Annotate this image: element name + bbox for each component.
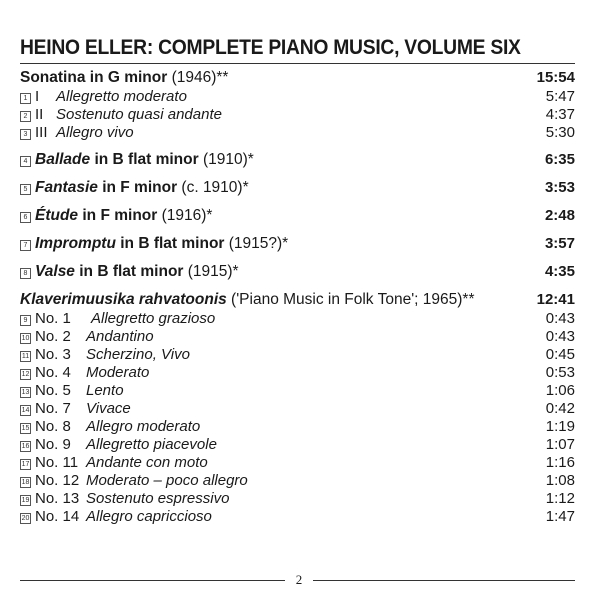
track-duration: 0:45 xyxy=(545,346,575,363)
track-row xyxy=(20,235,575,253)
track-number: 4 xyxy=(20,156,31,167)
track-duration: 0:53 xyxy=(545,364,575,381)
work-key: in B flat minor xyxy=(115,235,225,252)
track-duration: 0:43 xyxy=(545,328,575,345)
piece-number: No. 7 xyxy=(35,400,71,417)
track-row xyxy=(20,207,575,225)
track-number: 8 xyxy=(20,268,31,279)
track-number: 15 xyxy=(21,425,30,432)
track-number: 9 xyxy=(20,315,31,326)
track-row xyxy=(20,124,575,142)
sonatina-duration: 15:54 xyxy=(536,69,575,86)
work-date: (c. 1910)* xyxy=(177,179,249,196)
track-duration: 1:47 xyxy=(545,508,575,525)
piece-number: No. 2 xyxy=(35,328,71,345)
work-key: in F minor xyxy=(78,207,158,224)
klaverimuusika-subtitle: ('Piano Music in Folk Tone'; 1965)** xyxy=(226,291,475,308)
track-duration: 1:06 xyxy=(545,382,575,399)
sonatina-title: Sonatina in G minor xyxy=(20,69,168,86)
tempo-marking: Allegretto piacevole xyxy=(86,436,217,453)
title-rule xyxy=(20,63,575,64)
track-row xyxy=(20,106,575,124)
page-title: HEINO ELLER: COMPLETE PIANO MUSIC, VOLUME SIX xyxy=(20,36,521,59)
track-row xyxy=(20,263,575,281)
tempo-marking: Allegro capriccioso xyxy=(86,508,212,525)
track-row xyxy=(20,88,575,106)
track-row xyxy=(20,472,575,490)
track-row xyxy=(20,310,575,328)
track-number: 12 xyxy=(21,371,30,378)
track-number: 7 xyxy=(20,240,31,251)
track-number: 20 xyxy=(21,515,30,522)
tempo-marking: Allegretto moderato xyxy=(56,88,187,105)
track-duration: 1:16 xyxy=(545,454,575,471)
track-number: 3 xyxy=(20,129,31,140)
track-row xyxy=(20,151,575,169)
track-number: 11 xyxy=(21,353,30,360)
track-duration: 3:57 xyxy=(544,235,575,252)
track-row xyxy=(20,436,575,454)
movement-number: I xyxy=(35,88,40,105)
piece-number: No. 11 xyxy=(35,454,79,471)
track-row xyxy=(20,490,575,508)
track-number: 10 xyxy=(21,335,30,342)
piece-number: No. 8 xyxy=(35,418,71,435)
track-duration: 3:53 xyxy=(544,179,575,196)
piece-number: No. 3 xyxy=(35,346,71,363)
track-duration: 1:08 xyxy=(545,472,575,489)
track-row xyxy=(20,179,575,197)
sonatina-date: (1946)** xyxy=(167,69,229,86)
track-number: 2 xyxy=(20,111,31,122)
piece-number: No. 13 xyxy=(35,490,80,507)
tempo-marking: Allegro vivo xyxy=(56,124,134,141)
tempo-marking: Vivace xyxy=(86,400,131,417)
work-key: in F minor xyxy=(97,179,178,196)
track-row xyxy=(20,418,575,436)
work-title: Fantasie xyxy=(35,179,98,196)
piece-number: No. 14 xyxy=(35,508,80,525)
work-title: Ballade xyxy=(35,151,91,168)
movement-number: II xyxy=(35,106,44,123)
work-title: Étude xyxy=(35,207,79,224)
tempo-marking: Scherzino, Vivo xyxy=(86,346,190,363)
track-row xyxy=(20,400,575,418)
track-duration: 5:47 xyxy=(545,88,575,105)
track-duration: 6:35 xyxy=(544,151,575,168)
tempo-marking: Lento xyxy=(86,382,124,399)
piece-number: No. 9 xyxy=(35,436,71,453)
tempo-marking: Moderato xyxy=(86,364,150,381)
track-duration: 1:07 xyxy=(545,436,575,453)
klaverimuusika-duration: 12:41 xyxy=(536,291,575,308)
track-row xyxy=(20,364,575,382)
work-key: in B flat minor xyxy=(74,263,184,280)
tempo-marking: Sostenuto espressivo xyxy=(86,490,230,507)
track-row xyxy=(20,382,575,400)
tempo-marking: Allegretto grazioso xyxy=(91,310,216,327)
track-duration: 4:35 xyxy=(544,263,575,280)
piece-number: No. 4 xyxy=(35,364,71,381)
tempo-marking: Andante con moto xyxy=(86,454,208,471)
work-date: (1915)* xyxy=(183,263,239,280)
track-number: 18 xyxy=(21,479,30,486)
work-title: Valse xyxy=(35,263,75,280)
track-number: 6 xyxy=(20,212,31,223)
track-duration: 1:19 xyxy=(545,418,575,435)
track-row xyxy=(20,508,575,526)
track-row xyxy=(20,346,575,364)
piece-number: No. 12 xyxy=(35,472,80,489)
klaverimuusika-title: Klaverimuusika rahvatoonis xyxy=(20,291,227,308)
track-number: 16 xyxy=(21,443,30,450)
tempo-marking: Allegro moderato xyxy=(86,418,201,435)
klaverimuusika-heading xyxy=(20,291,575,309)
track-duration: 4:37 xyxy=(545,106,575,123)
tempo-marking: Moderato – poco allegro xyxy=(86,472,248,489)
piece-number: No. 5 xyxy=(35,382,71,399)
tempo-marking: Andantino xyxy=(86,328,154,345)
track-number: 5 xyxy=(20,184,31,195)
track-number: 1 xyxy=(20,93,31,104)
track-row xyxy=(20,454,575,472)
track-duration: 1:12 xyxy=(545,490,575,507)
work-key: in B flat minor xyxy=(90,151,199,168)
track-duration: 0:42 xyxy=(545,400,575,417)
tempo-marking: Sostenuto quasi andante xyxy=(56,106,222,123)
track-number: 17 xyxy=(21,461,30,468)
work-title: Impromptu xyxy=(35,235,116,252)
sonatina-heading xyxy=(20,69,575,87)
track-duration: 5:30 xyxy=(545,124,575,141)
track-row xyxy=(20,328,575,346)
page-number: 2 xyxy=(285,572,313,588)
track-number: 14 xyxy=(21,407,30,414)
movement-number: III xyxy=(35,124,48,141)
track-duration: 0:43 xyxy=(545,310,575,327)
work-date: (1916)* xyxy=(157,207,213,224)
work-date: (1915?)* xyxy=(224,235,289,252)
track-number: 19 xyxy=(21,497,30,504)
piece-number: No. 1 xyxy=(35,310,71,327)
track-duration: 2:48 xyxy=(544,207,575,224)
track-number: 13 xyxy=(21,389,30,396)
work-date: (1910)* xyxy=(198,151,254,168)
